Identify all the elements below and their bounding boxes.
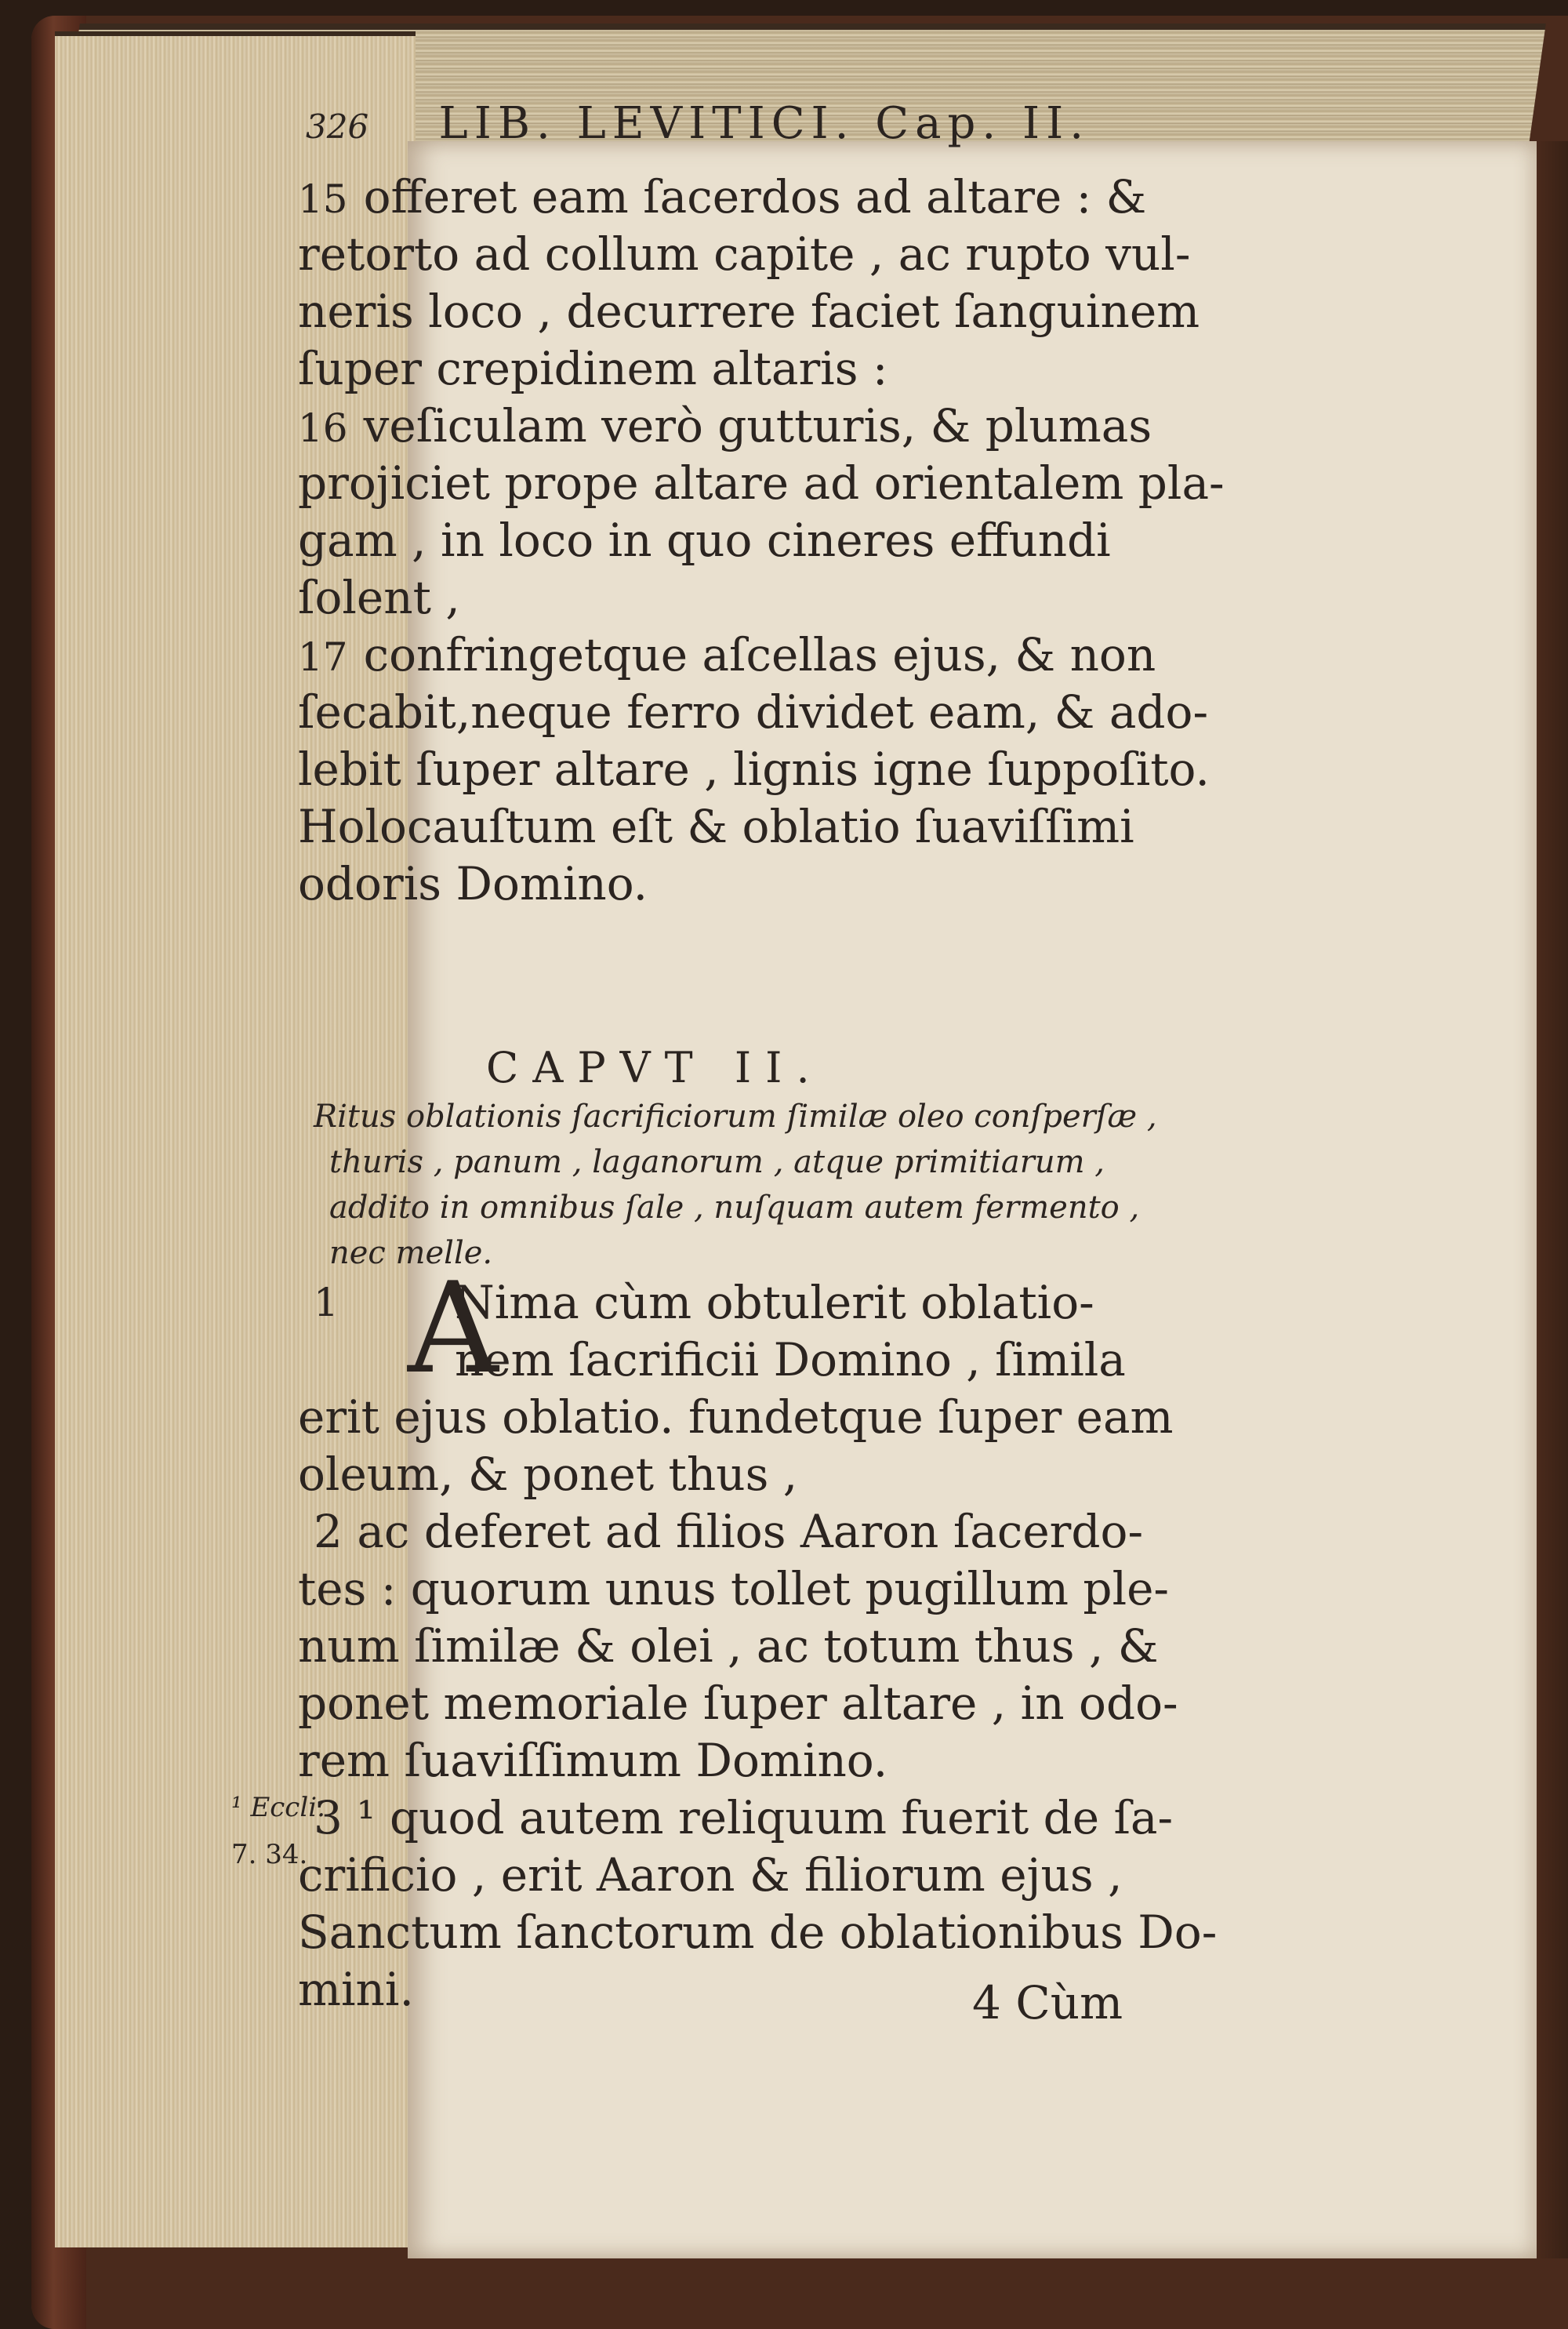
verse-line <box>298 856 1121 913</box>
verse-text: gam , in loco in quo cineres effundi <box>298 514 1111 567</box>
page-number: 326 <box>306 107 369 146</box>
running-head <box>306 98 1090 149</box>
verse-line: ponet memoriale ſuper altare , in odo- <box>298 1677 1178 1730</box>
verse-line <box>298 684 1209 741</box>
verse-text: offeret eam ſacerdos ad altare : & <box>363 170 1147 223</box>
margin-reference-line: ¹ Eccli. <box>231 1792 325 1823</box>
verses-before-chapter <box>298 169 1225 913</box>
chapter-verses <box>231 1255 1218 2018</box>
verse-line: 3 ¹ quod autem reliquum fuerit de ſa- <box>314 1791 1174 1844</box>
page-gutter-shadow <box>1537 141 1568 2258</box>
verse-number: 1 <box>314 1280 339 1325</box>
verse-text: confringetque aſcellas ejus, & non <box>363 628 1156 681</box>
verse-line <box>298 741 1210 798</box>
verse-number: 15 <box>298 176 348 222</box>
verse-text: odoris Domino. <box>298 857 648 910</box>
verse-line: mini. <box>298 1963 414 2016</box>
verse-line <box>298 569 1121 627</box>
verse-line <box>298 283 1200 340</box>
verse-text: lebit ſuper altare , lignis igne ſuppoſito. <box>298 743 1210 796</box>
verse-line <box>298 398 1152 455</box>
verse-line <box>298 340 1121 398</box>
verse-text: ſecabit,neque ferro dividet eam, & ado- <box>298 685 1209 739</box>
summary-line: nec melle. <box>329 1235 493 1271</box>
drop-cap-letter: A <box>408 1255 499 1401</box>
verse-text: projiciet prope altare ad orientalem pla- <box>298 456 1225 510</box>
verse-line <box>298 512 1121 569</box>
catchword: 4 Cùm <box>972 1976 1123 2029</box>
verse-line: nem ſacrificii Domino , ſimila <box>455 1333 1126 1386</box>
verse-text: neris loco , decurrere faciet ſanguinem <box>298 285 1200 338</box>
verse-text: ſolent , <box>298 571 460 624</box>
chapter-summary <box>314 1094 1157 1276</box>
verse-line <box>298 798 1134 856</box>
summary-line: addito in omnibus ſale , nuſquam autem fermento , <box>329 1190 1140 1226</box>
margin-reference <box>231 1784 325 1878</box>
verse-number: 16 <box>298 405 348 451</box>
verse-number: 17 <box>298 634 348 680</box>
verse-line: erit ejus oblatio. fundetque ſuper eam <box>298 1390 1174 1444</box>
summary-line: Ritus oblationis ſacrificiorum ſimilæ oleo conſperſæ , <box>314 1099 1157 1135</box>
verse-line: tes : quorum unus tollet pugillum ple- <box>298 1562 1170 1615</box>
verse-text: veſiculam verò gutturis, & plumas <box>363 399 1152 452</box>
summary-line: thuris , panum , laganorum , atque primitiarum , <box>329 1144 1105 1180</box>
verse-text: ſuper crepidinem altaris : <box>298 342 888 395</box>
verse-line: oleum, & ponet thus , <box>298 1448 798 1501</box>
verse-line: num ſimilæ & olei , ac totum thus , & <box>298 1619 1159 1673</box>
margin-reference-line: 7. 34. <box>231 1839 308 1870</box>
verse-line <box>298 455 1225 512</box>
verse-line: crificio , erit Aaron & filiorum ejus , <box>298 1848 1123 1902</box>
running-head-title: LIB. LEVITICI. Cap. II. <box>438 98 1090 149</box>
verse-text: retorto ad collum capite , ac rupto vul- <box>298 227 1191 281</box>
verse-line <box>298 169 1147 226</box>
verse-line: Sanctum ſanctorum de oblationibus Do- <box>298 1906 1218 1959</box>
verse-text: Holocauſtum eſt & oblatio ſuaviſſimi <box>298 800 1134 853</box>
verse-line <box>298 226 1191 283</box>
chapter-title: CAPVT II. <box>486 1043 824 1092</box>
verse-line: rem ſuaviſſimum Domino. <box>298 1734 888 1787</box>
verse-line <box>298 627 1156 684</box>
verse-line: 2 ac deferet ad filios Aaron ſacerdo- <box>314 1505 1144 1558</box>
verse-line: Nima cùm obtulerit oblatio- <box>455 1276 1094 1329</box>
